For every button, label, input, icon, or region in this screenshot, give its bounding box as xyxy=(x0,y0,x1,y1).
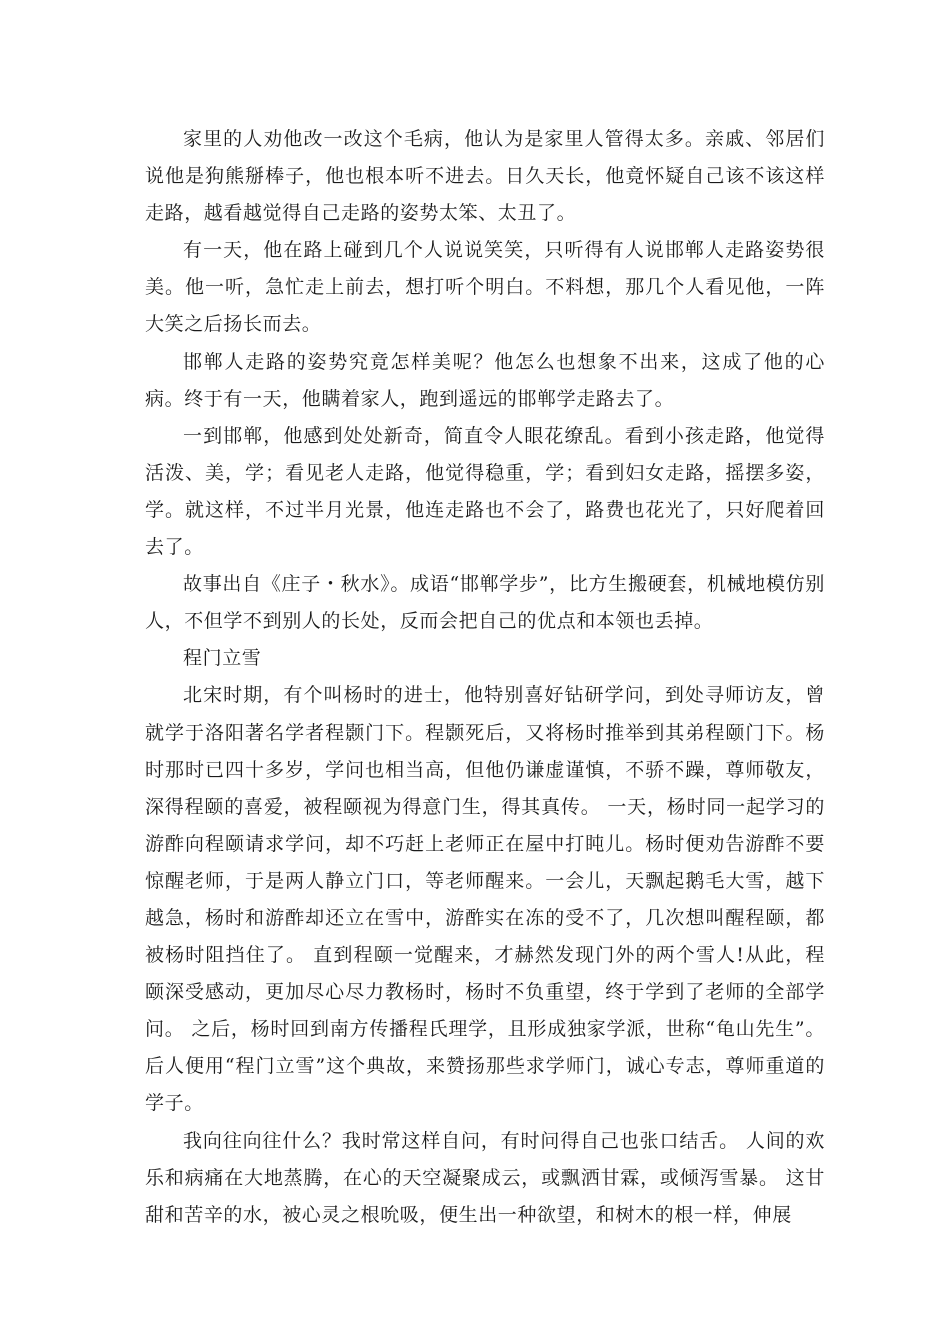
paragraph-handan-rumor: 有一天，他在路上碰到几个人说说笑笑，只听得有人说邯郸人走路姿势很美。他一听，急忙走上前去，想打听个明白。不料想，那几个人看见他，一阵大笑之后扬长而去。 xyxy=(145,239,825,336)
paragraph-heart-sickness: 邯郸人走路的姿势究竟怎样美呢？他怎么也想象不出来，这成了他的心病。终于有一天，他瞒着家人，跑到遥远的邯郸学走路去了。 xyxy=(145,350,825,410)
paragraph-arrival-in-handan: 一到邯郸，他感到处处新奇，简直令人眼花缭乱。看到小孩走路，他觉得活泼、美，学；看见老人走路，他觉得稳重，学；看到妇女走路，摇摆多姿，学。就这样，不过半月光景，他连走路也不会了，路费也花光了，只好爬着回去了。 xyxy=(145,424,825,559)
paragraph-idiom-origin: 故事出自《庄子・秋水》。成语“邯郸学步”，比方生搬硬套，机械地模仿别人，不但学不到别人的长处，反而会把自己的优点和本领也丢掉。 xyxy=(145,573,825,633)
document-body xyxy=(145,121,825,1234)
paragraph-family-advice: 家里的人劝他改一改这个毛病，他认为是家里人管得太多。亲戚、邻居们说他是狗熊掰棒子，他也根本听不进去。日久天长，他竟怀疑自己该不该这样走路，越看越觉得自己走路的姿势太笨、太丑了。 xyxy=(145,128,825,225)
paragraph-yang-shi-story: 北宋时期，有个叫杨时的进士，他特别喜好钻研学问，到处寻师访友，曾就学于洛阳著名学者程颢门下。程颢死后，又将杨时推举到其弟程颐门下。杨时那时已四十多岁，学问也相当高，但他仍谦虚谨慎，不骄不躁，尊师敬友，深得程颐的喜爱，被程颐视为得意门生，得其真传。 一天，杨时同一起学习的游酢向程颐请求学问，却不巧赶上老师正在屋中打盹儿。杨时便劝告游酢不要惊醒老师，于是两人静立门口，等老师醒来。一会儿，天飘起鹅毛大雪，越下越急，杨时和游酢却还立在雪中，游酢实在冻的受不了，几次想叫醒程颐，都被杨时阻挡住了。 直到程颐一觉醒来，才赫然发现门外的两个雪人!从此，程颐深受感动，更加尽心尽力教杨时，杨时不负重望，终于学到了老师的全部学问。 之后，杨时回到南方传播程氏理学，且形成独家学派，世称“龟山先生”。 后人便用“程门立雪”这个典故，来赞扬那些求学师门，诚心专志，尊师重道的学子。 xyxy=(145,684,825,1115)
section-heading: 程门立雪 xyxy=(183,647,262,670)
paragraph-yearning: 我向往向往什么？我时常这样自问，有时问得自己也张口结舌。 人间的欢乐和病痛在大地蒸腾，在心的天空凝聚成云，或飘洒甘霖，或倾泻雪暴。 这甘甜和苦辛的水，被心灵之根吮吸，便生出一种欲望，和树木的根一样，伸展 xyxy=(145,1129,825,1226)
